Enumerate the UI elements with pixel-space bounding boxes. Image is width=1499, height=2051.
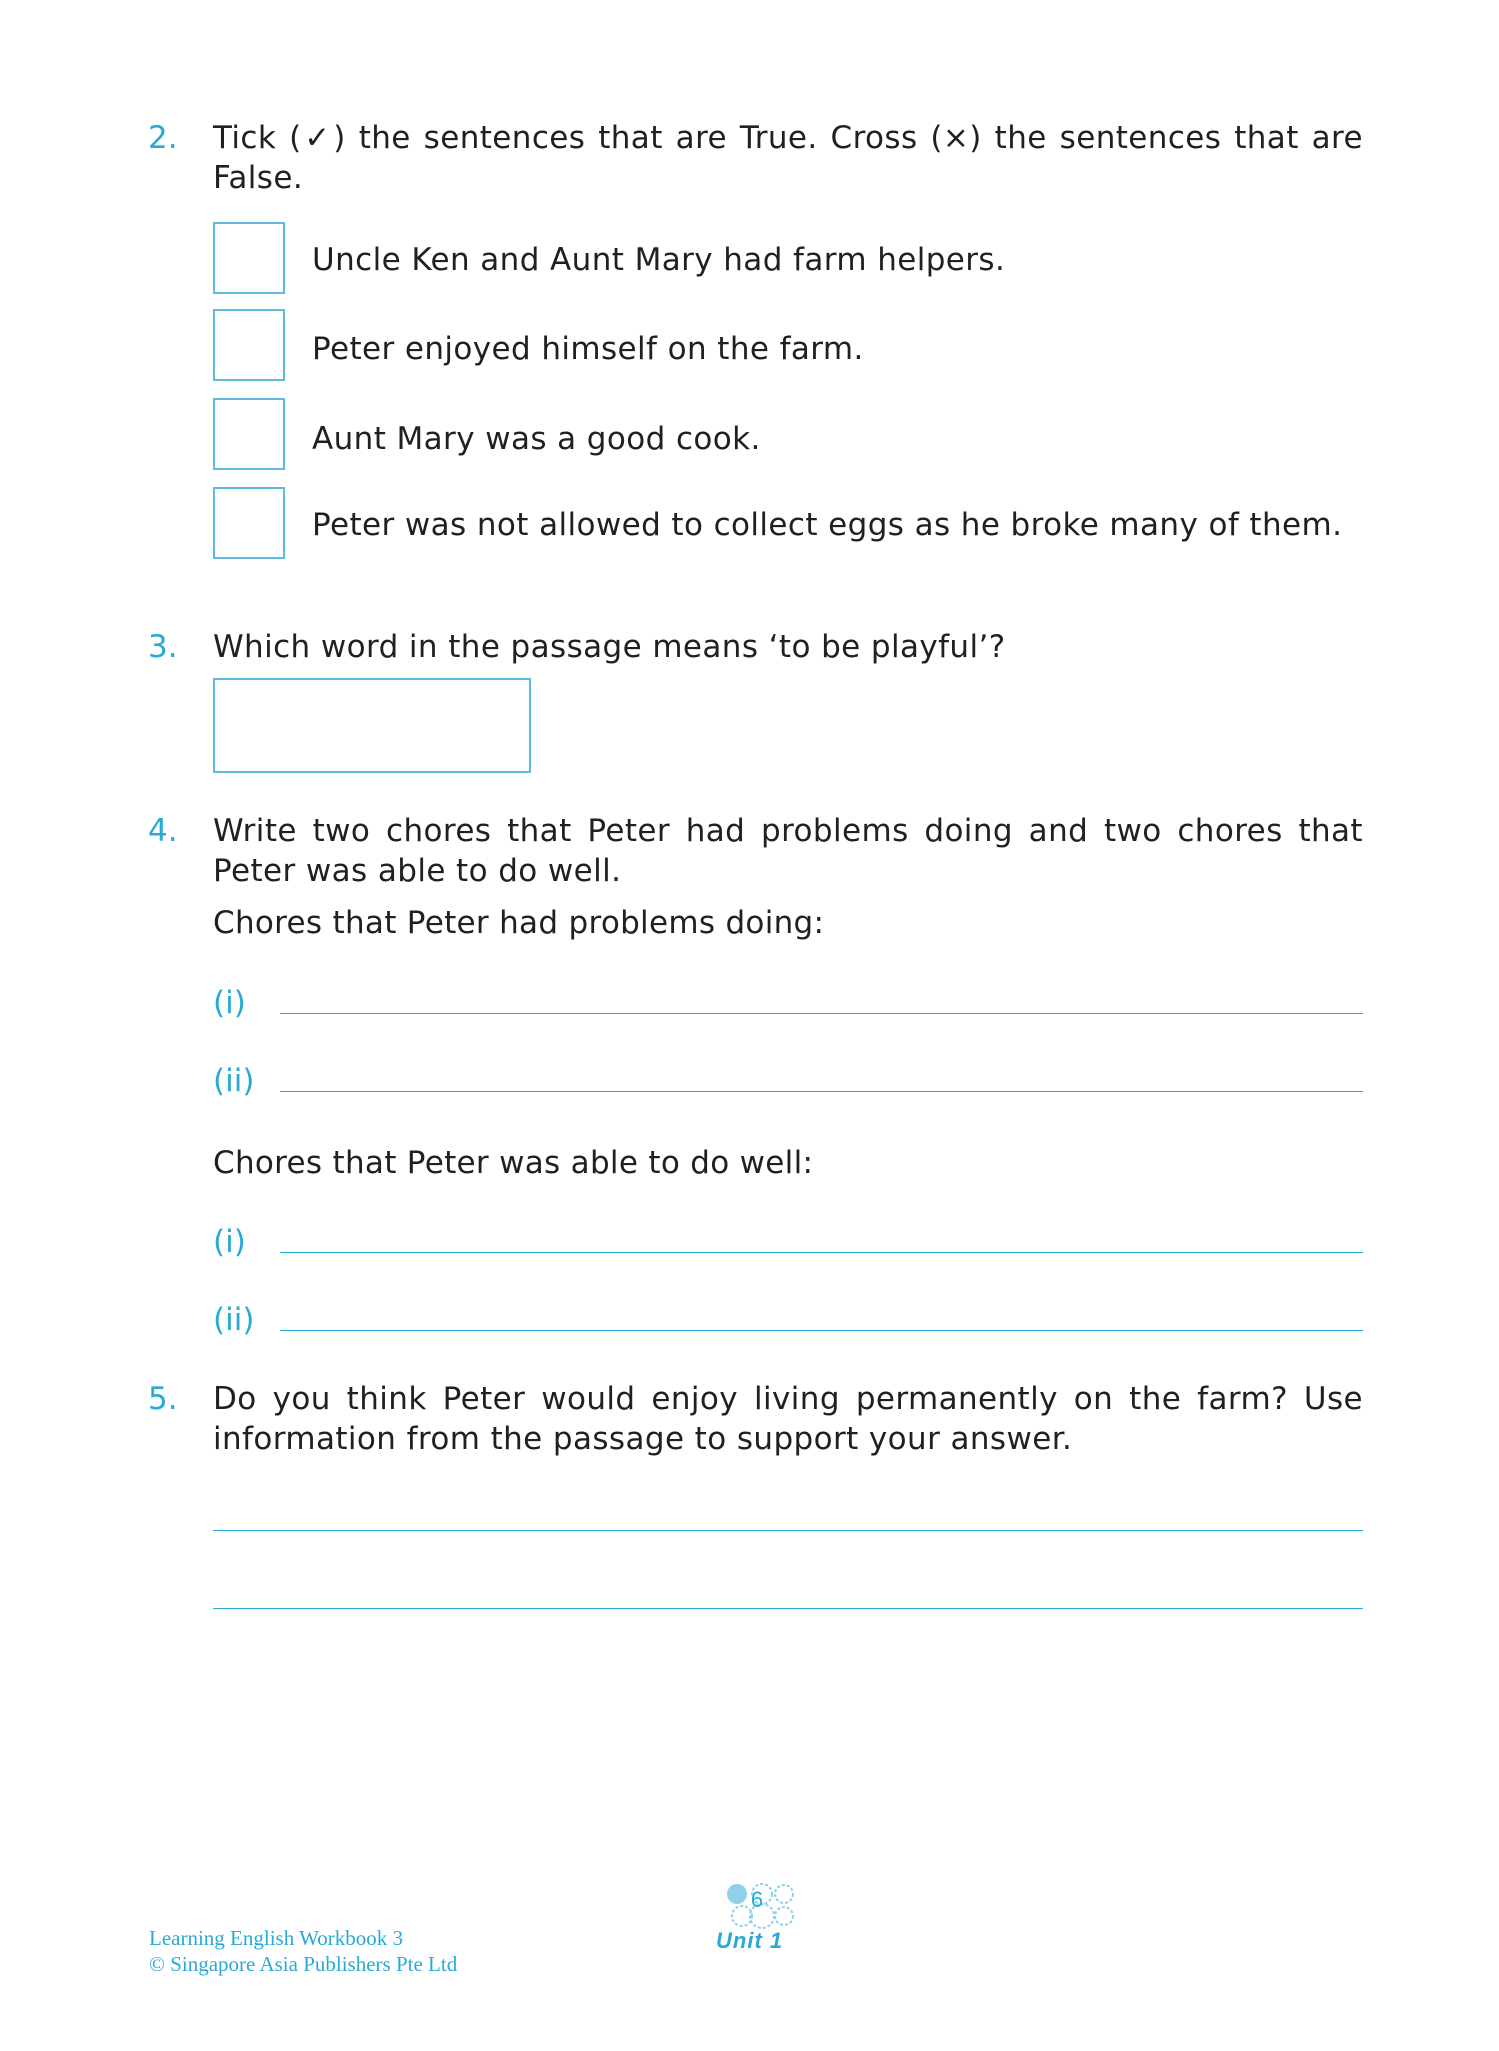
statement-text: Peter enjoyed himself on the farm. bbox=[312, 331, 864, 367]
statement-text: Uncle Ken and Aunt Mary had farm helpers. bbox=[312, 242, 1006, 278]
section-heading: Chores that Peter had problems doing: bbox=[213, 905, 825, 941]
page-number: 6 bbox=[750, 1887, 764, 1912]
answer-line[interactable] bbox=[280, 1013, 1363, 1014]
answer-line[interactable] bbox=[280, 1091, 1363, 1092]
answer-box[interactable] bbox=[213, 678, 531, 773]
item-label: (ii) bbox=[213, 1302, 255, 1338]
question-number: 2. bbox=[148, 120, 178, 156]
question-number: 3. bbox=[148, 629, 178, 665]
question-4 bbox=[148, 811, 1363, 891]
book-title: Learning English Workbook 3 bbox=[149, 1926, 403, 1950]
unit-label: Unit 1 bbox=[716, 1928, 784, 1953]
answer-line[interactable] bbox=[280, 1252, 1363, 1253]
item-label: (i) bbox=[213, 1224, 246, 1260]
question-text: Which word in the passage means ‘to be playful’? bbox=[213, 629, 1006, 665]
statement-text: Aunt Mary was a good cook. bbox=[312, 421, 761, 457]
answer-checkbox[interactable] bbox=[213, 487, 285, 559]
answer-checkbox[interactable] bbox=[213, 222, 285, 294]
answer-line[interactable] bbox=[280, 1330, 1363, 1331]
answer-checkbox[interactable] bbox=[213, 309, 285, 381]
answer-line[interactable] bbox=[213, 1608, 1363, 1609]
question-3 bbox=[148, 627, 1363, 667]
question-2 bbox=[148, 118, 1363, 198]
question-text: Do you think Peter would enjoy living permanently on the farm? Use information from the passage to support your answer. bbox=[213, 1381, 1363, 1457]
question-5 bbox=[148, 1379, 1363, 1459]
item-label: (ii) bbox=[213, 1063, 255, 1099]
answer-checkbox[interactable] bbox=[213, 398, 285, 470]
answer-line[interactable] bbox=[213, 1530, 1363, 1531]
statement-text: Peter was not allowed to collect eggs as he broke many of them. bbox=[312, 507, 1343, 543]
item-label: (i) bbox=[213, 985, 246, 1021]
question-number: 5. bbox=[148, 1381, 178, 1417]
question-text: Tick (✓) the sentences that are True. Cross (×) the sentences that are False. bbox=[213, 120, 1363, 196]
question-text: Write two chores that Peter had problems doing and two chores that Peter was able to do well. bbox=[213, 813, 1363, 889]
section-heading: Chores that Peter was able to do well: bbox=[213, 1145, 814, 1181]
copyright-text: © Singapore Asia Publishers Pte Ltd bbox=[149, 1952, 458, 1976]
question-number: 4. bbox=[148, 813, 178, 849]
